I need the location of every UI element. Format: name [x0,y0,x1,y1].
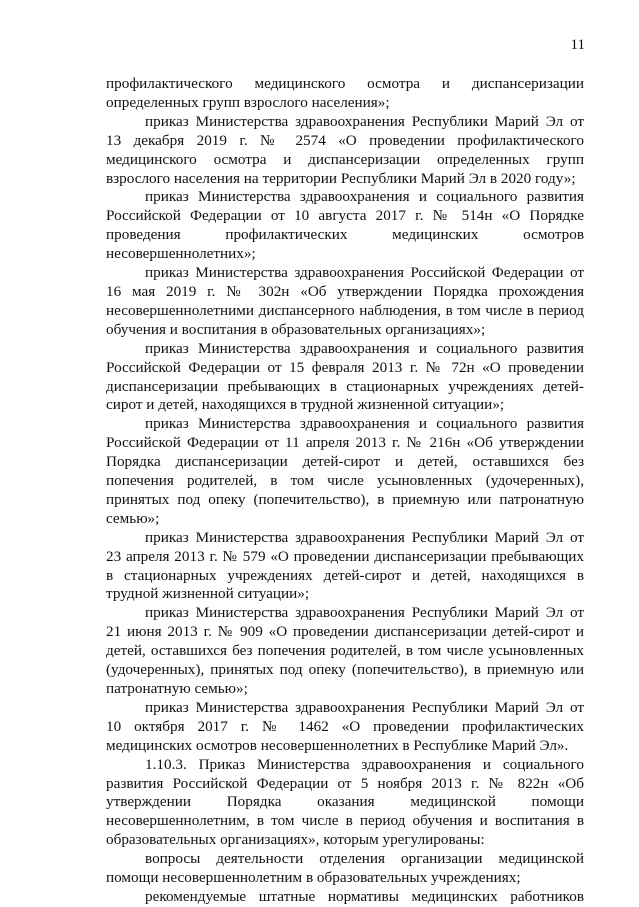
paragraph-issues: вопросы деятельности отделения организации медицинской помощи несовершеннолетним в образовательных учреждениях; [106,850,584,887]
paragraph-order-909: приказ Министерства здравоохранения Республики Марий Эл от 21 июня 2013 г. № 909 «О проведении диспансеризации детей-сирот и детей, оставшихся без попечения родителей, в том числе усыновленных (удочеренных), принятых под опеку (попечительство), в приемную или патронатную семью»; [106,604,584,697]
paragraph-order-1462: приказ Министерства здравоохранения Республики Марий Эл от 10 октября 2017 г. № 1462 «О проведении профилактических медицинских осмотров несовершеннолетних в Республике Марий Эл». [106,698,584,754]
paragraph-continuation: профилактического медицинского осмотра и диспансеризации определенных групп взрослого населения»; [106,75,584,111]
paragraph-section-1-10-3: 1.10.3. Приказ Министерства здравоохранения и социального развития Российской Федерации от 5 ноября 2013 г. № 822н «Об утверждении Порядка оказания медицинской помощи несовершеннолетним, в том числе в период обучения и воспитания в образовательных организациях», которым урегулированы: [106,755,584,849]
paragraph-order-579: приказ Министерства здравоохранения Республики Марий Эл от 23 апреля 2013 г. № 579 «О проведении диспансеризации пребывающих в стационарных учреждениях детей-сирот и детей, находящихся в трудной жизненной ситуации»; [106,528,584,603]
paragraph-staffing: рекомендуемые штатные нормативы медицинских работников [145,887,584,905]
paragraph-order-514n: приказ Министерства здравоохранения и социального развития Российской Федерации от 10 августа 2017 г. № 514н «О Порядке проведения профилактических медицинских осмотров несовершеннолетних»; [106,188,584,263]
document-body [106,75,584,907]
paragraph-order-2574: приказ Министерства здравоохранения Республики Марий Эл от 13 декабря 2019 г. № 2574 «О проведении профилактического медицинского осмотра и диспансеризации определенных групп взрослого населения на территории Республики Марий Эл в 2020 году»; [106,112,584,187]
paragraph-order-72n: приказ Министерства здравоохранения и социального развития Российской Федерации от 15 февраля 2013 г. № 72н «О проведении диспансеризации пребывающих в стационарных учреждениях детей-сирот и детей, находящихся в трудной жизненной ситуации»; [106,339,584,414]
page-number: 11 [570,37,585,53]
paragraph-order-302n: приказ Министерства здравоохранения Российской Федерации от 16 мая 2019 г. № 302н «Об утверждении Порядка прохождения несовершеннолетними диспансерного наблюдения, в том числе в период обучения и воспитания в образовательных организациях»; [106,264,584,338]
paragraph-order-216n: приказ Министерства здравоохранения и социального развития Российской Федерации от 11 апреля 2013 г. № 216н «Об утверждении Порядка диспансеризации детей-сирот и детей, оставшихся без попечения родителей, в том числе усыновленных (удочеренных), принятых под опеку (попечительство), в приемную или патронатную семью»; [106,415,584,527]
